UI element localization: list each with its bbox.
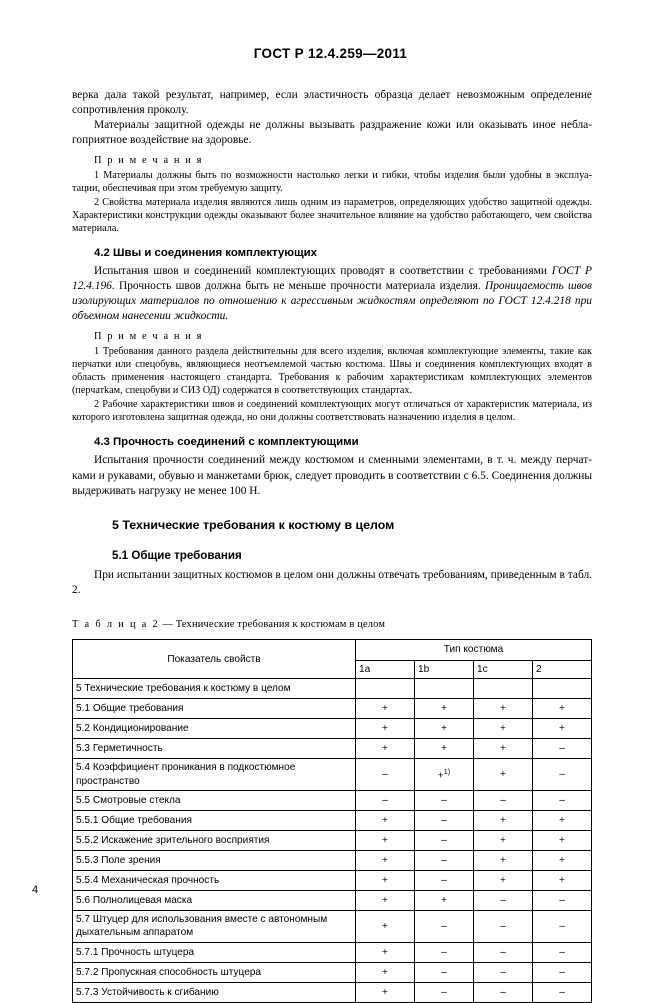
row-value: – <box>474 982 533 1002</box>
row-value: – <box>533 791 592 811</box>
note-1-2: 2 Свойства материала изделия являются лишь одним из параметров, определяющих удобство защитной одежды. Характеристики конструкции одежды оказывают более значительное влияние на удобство работающего, чем свойства материала. <box>72 197 592 235</box>
table-head <box>73 640 592 679</box>
table-row <box>73 851 592 871</box>
row-value: – <box>474 962 533 982</box>
row-value: – <box>474 942 533 962</box>
row-value: – <box>356 791 415 811</box>
table-row <box>73 699 592 719</box>
page-number: 4 <box>32 884 39 896</box>
row-value: + <box>356 891 415 911</box>
paragraph-5-1-text: При испытании защитных костюмов в целом они должны отвечать требованиям, приведенным в табл. 2. <box>72 569 592 597</box>
row-value: + <box>356 982 415 1002</box>
row-value: + <box>356 719 415 739</box>
row-value: + <box>474 699 533 719</box>
row-value <box>533 679 592 699</box>
row-value <box>415 679 474 699</box>
table-row <box>73 962 592 982</box>
row-value: + <box>533 871 592 891</box>
header-type-2: 2 <box>533 661 592 679</box>
table-caption-prefix: Т а б л и ц а 2 <box>72 619 160 631</box>
row-value: – <box>415 942 474 962</box>
table-body <box>73 679 592 1002</box>
note-1-1: 1 Материалы должны быть по возможности настолько легки и гибки, чтобы изделия были удобны в эксплуатации, обеспечивая при этом требуемую защиту. <box>72 169 592 194</box>
row-value: – <box>533 911 592 943</box>
row-value: – <box>474 791 533 811</box>
row-value: – <box>533 982 592 1002</box>
row-value: – <box>533 962 592 982</box>
row-label: 5.5.1 Общие требования <box>73 811 356 831</box>
requirements-table <box>72 639 592 1003</box>
row-value: – <box>533 891 592 911</box>
table-caption-text: — Технические требования к костюмам в целом <box>159 619 386 631</box>
row-value: – <box>415 911 474 943</box>
row-value: + <box>356 851 415 871</box>
table-header-row-1 <box>73 640 592 661</box>
table-row <box>73 871 592 891</box>
paragraph-4-3: Испытания прочности соединений между костюмом и сменными элементами, в т. ч. между перчатками и рукавами, обувью и манжетами брюк, следует проводить в соответствии с 6.5. Соединения должны выдерживать нагрузку не менее 100 Н. <box>72 454 592 497</box>
row-label: 5.5.3 Поле зрения <box>73 851 356 871</box>
row-label: 5.3 Герметичность <box>73 739 356 759</box>
row-value: + <box>474 719 533 739</box>
header-type-1c: 1c <box>474 661 533 679</box>
row-label: 5.1 Общие требования <box>73 699 356 719</box>
notes-label-2: П р и м е ч а н и я <box>94 331 203 343</box>
row-value: + <box>474 759 533 791</box>
row-value: – <box>474 911 533 943</box>
row-label: 5.5 Смотровые стекла <box>73 791 356 811</box>
footnote-marker: 1) <box>443 766 451 776</box>
row-value: + <box>474 739 533 759</box>
table-row <box>73 811 592 831</box>
row-value: + <box>415 699 474 719</box>
row-value: – <box>415 791 474 811</box>
table-row <box>73 739 592 759</box>
paragraph-continuation: верка дала такой результат, например, если эластичность образца делает невозможным определение сопротивления проколу. <box>72 89 592 117</box>
row-label: 5.5.2 Искажение зрительного восприятия <box>73 831 356 851</box>
header-type-1a: 1a <box>356 661 415 679</box>
row-value: – <box>356 759 415 791</box>
header-property: Показатель свойств <box>73 640 356 679</box>
row-value: + <box>415 739 474 759</box>
row-label: 5.6 Полнолицевая маска <box>73 891 356 911</box>
row-value: + <box>474 811 533 831</box>
row-value: – <box>415 871 474 891</box>
row-value: – <box>415 831 474 851</box>
table-row <box>73 891 592 911</box>
row-value: + <box>415 891 474 911</box>
text-4-2-italic-2: Проницаемость швов изолирующих материалов по отношению к агрессивным жидкостям определяют по ГОСТ 12.4.218 при объемном нанесении жидкости. <box>72 280 592 323</box>
table-row <box>73 942 592 962</box>
row-label: 5.5.4 Механическая прочность <box>73 871 356 891</box>
row-value: + <box>533 831 592 851</box>
table-caption <box>72 618 592 632</box>
table-row <box>73 719 592 739</box>
row-label: 5.7 Штуцер для использования вместе с автономным дыхательным аппаратом <box>73 911 356 943</box>
row-value: + <box>356 811 415 831</box>
heading-5: 5 Технические требования к костюму в целом <box>112 517 395 532</box>
text-4-2-plain-1: Испытания швов и соединений комплектующих проводят в соответствии с требованиями <box>94 265 552 278</box>
row-value: + <box>356 962 415 982</box>
row-value: – <box>415 811 474 831</box>
row-value: + <box>415 719 474 739</box>
heading-4-2: 4.2 Швы и соединения комплектующих <box>94 247 317 260</box>
row-value: + <box>356 911 415 943</box>
paragraph-materials: Материалы защитной одежды не должны вызывать раздражение кожи или оказывать иное неблагоприятное воздействие на здоровье. <box>72 119 592 147</box>
row-value: – <box>474 891 533 911</box>
notes-label-1: П р и м е ч а н и я <box>94 155 203 167</box>
table-row <box>73 791 592 811</box>
row-value: – <box>533 942 592 962</box>
header-suit-type: Тип костюма <box>356 640 592 661</box>
heading-5-1: 5.1 Общие требования <box>112 548 242 562</box>
paragraph-4-2 <box>72 264 592 324</box>
table-row <box>73 759 592 791</box>
row-value <box>356 679 415 699</box>
note-2-1: 1 Требования данного раздела действительны для всего изделия, включая комплектующие элементы, такие как перчатки или спецобувь, являющиеся неотъемлемой частью костюма. Швы и соединения комплектующих входят в область применения настоящего стандарта. Требования к рабочим характеристикам комплектующих элементов (перчатkам, спецобуви и СИЗ ОД) содержатся в соответствующих стандартах. <box>72 346 592 397</box>
row-value: + <box>356 942 415 962</box>
row-value: + <box>533 851 592 871</box>
row-label: 5.2 Кондиционирование <box>73 719 356 739</box>
text-4-2-italic-1: ГОСТ Р 12.4.196 <box>72 265 592 293</box>
heading-4-3: 4.3 Прочность соединений с комплектующими <box>94 436 359 449</box>
text-4-2-plain-2: . Прочность швов должна быть не меньше прочности материала изделия. <box>111 280 485 293</box>
row-value: – <box>415 982 474 1002</box>
row-value: + <box>356 739 415 759</box>
row-value: + <box>356 831 415 851</box>
row-value: – <box>415 851 474 871</box>
row-value: + <box>356 871 415 891</box>
row-value: – <box>533 759 592 791</box>
row-value: + <box>533 811 592 831</box>
row-value: + <box>474 831 533 851</box>
row-value: + <box>533 719 592 739</box>
table-row <box>73 831 592 851</box>
row-label: 5 Технические требования к костюму в целом <box>73 679 356 699</box>
header-type-1b: 1b <box>415 661 474 679</box>
row-value: – <box>415 962 474 982</box>
row-value: – <box>533 739 592 759</box>
row-label: 5.4 Коэффициент проникания в подкостюмное пространство <box>73 759 356 791</box>
document-body <box>72 88 592 1003</box>
row-value <box>474 679 533 699</box>
row-value: + <box>474 851 533 871</box>
table-row <box>73 982 592 1002</box>
row-label: 5.7.3 Устойчивость к сгибанию <box>73 982 356 1002</box>
note-2-2: 2 Рабочие характеристики швов и соединений комплектующих могут отличаться от характеристик материала, из которого изготовлена защитная одежда, но они должны соответствовать назначению изделия в целом. <box>72 399 592 424</box>
row-label: 5.7.2 Пропускная способность штуцера <box>73 962 356 982</box>
row-value: + <box>356 699 415 719</box>
row-value: + <box>474 871 533 891</box>
table-row <box>73 911 592 943</box>
paragraph-5-1 <box>72 568 592 598</box>
page-header: ГОСТ Р 12.4.259—2011 <box>253 46 408 61</box>
table-row <box>73 679 592 699</box>
row-value: +$^{1)}$ <box>415 759 474 791</box>
row-value: + <box>533 699 592 719</box>
row-label: 5.7.1 Прочность штуцера <box>73 942 356 962</box>
